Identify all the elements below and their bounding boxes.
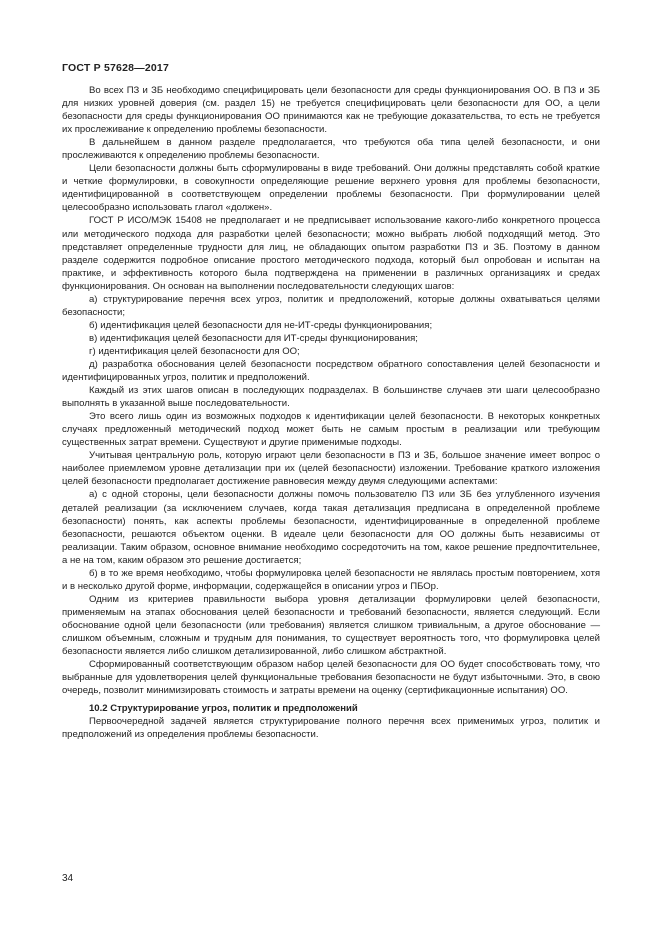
paragraph: Каждый из этих шагов описан в последующих подразделах. В большинстве случаев эти шаги целесообразно выполнять в указанной выше последовательности.	[62, 385, 600, 410]
list-item: а) с одной стороны, цели безопасности должны помочь пользователю ПЗ или ЗБ без углубленного изучения деталей реализации (за исключением случаев, когда такая детализация предписана в определенной проблеме безопасности) понять, как аспекты проблемы безопасности, идентифицированные в определенной проблеме безопасности, решаются объектом оценки. В идеале цели безопасности для ОО должны быть независимы от реализации. Таким образом, основное внимание необходимо сосредоточить на том, какое решение предпочтительнее, а не на том, каким образом это решение достигается;	[62, 489, 600, 566]
paragraph: Учитывая центральную роль, которую играют цели безопасности в ПЗ и ЗБ, большое значение имеет вопрос о наиболее приемлемом уровне детализации при их (целей безопасности) изложении. Требование краткого изложения целей безопасности предполагает достижение равновесия между двумя следующими аспектами:	[62, 450, 600, 488]
paragraph: ГОСТ Р ИСО/МЭК 15408 не предполагает и не предписывает использование какого-либо конкретного процесса или методического подхода для разработки целей безопасности; можно выбрать любой подходящий метод. Это представляет определенные трудности для лиц, не обладающих опытом разработки ПЗ и ЗБ. Поэтому в данном разделе содержится подробное описание простого методического подхода, который был опробован и испытан на практике, и эффективность которого была подтверждена на применении в различных организациях и средах функционирования. Он основан на выполнении последовательности следующих шагов:	[62, 215, 600, 292]
paragraph: Во всех ПЗ и ЗБ необходимо специфицировать цели безопасности для среды функционирования ОО. В ПЗ и ЗБ для низких уровней доверия (см. раздел 15) не требуется специфицировать цели безопасности для ОО, а цели безопасности для среды функционирования ОО принимаются как не требующие доказательства, то есть не требуется их прослеживание к определению проблемы безопасности.	[62, 85, 600, 136]
list-item: в) идентификация целей безопасности для ИТ-среды функционирования;	[89, 332, 418, 344]
list-item: а) структурирование перечня всех угроз, политик и предположений, которые должны охватываться целями безопасности;	[62, 293, 600, 318]
document-header: ГОСТ Р 57628—2017	[62, 62, 170, 74]
list-item: д) разработка обоснования целей безопасности посредством обратного сопоставления целей безопасности и идентифицированных угроз, политик и предположений.	[62, 358, 600, 384]
list-item: б) в то же время необходимо, чтобы формулировка целей безопасности не являлась простым повторением, хотя и в несколько другой форме, информации, содержащейся в описании угроз и ПБОр.	[62, 567, 600, 592]
page-number: 34	[62, 873, 74, 884]
paragraph: Одним из критериев правильности выбора уровня детализации формулировки целей безопасности, применяемым на этапах обоснования целей безопасности и требований безопасности, является следующий. Если обоснование одной цели безопасности (или требования) является слишком тривиальным, а другое обоснование — слишком объемным, сложным и трудным для понимания, то существует вероятность того, что формулировка целей безопасности является либо слишком детализированной, либо слишком абстрактной.	[62, 593, 600, 658]
list-item: г) идентификация целей безопасности для ОО;	[89, 345, 300, 357]
paragraph: Это всего лишь один из возможных подходов к идентификации целей безопасности. В некоторых конкретных случаях предложенный методический подход может быть не самым простым в реализации или требующим существенных затрат времени. Существуют и другие применимые подходы.	[62, 411, 600, 449]
paragraph: В дальнейшем в данном разделе предполагается, что требуются оба типа целей безопасности, и они прослеживаются к определению проблемы безопасности.	[62, 137, 600, 162]
paragraph: Первоочередной задачей является структурирование полного перечня всех применимых угроз, политик и предположений из определения проблемы безопасности.	[62, 716, 600, 741]
section-heading: 10.2 Структурирование угроз, политик и предположений	[89, 703, 358, 715]
paragraph: Цели безопасности должны быть сформулированы в виде требований. Они должны представлять собой краткие и четкие формулировки, в совокупности определяющие решение верхнего уровня для проблемы безопасности, идентифицированной в соответствующем определении проблемы безопасности. При формулировании целей целесообразно использовать глагол «должен».	[62, 163, 600, 214]
document-body	[62, 84, 600, 741]
list-item: б) идентификация целей безопасности для не-ИТ-среды функционирования;	[89, 319, 433, 331]
paragraph: Сформированный соответствующим образом набор целей безопасности для ОО будет способствовать тому, что выбранные для удовлетворения целей функциональные требования безопасности не будут избыточными. Это, в свою очередь, позволит минимизировать стоимость и затраты времени на оценку (сертификационные испытания) ОО.	[62, 659, 600, 697]
